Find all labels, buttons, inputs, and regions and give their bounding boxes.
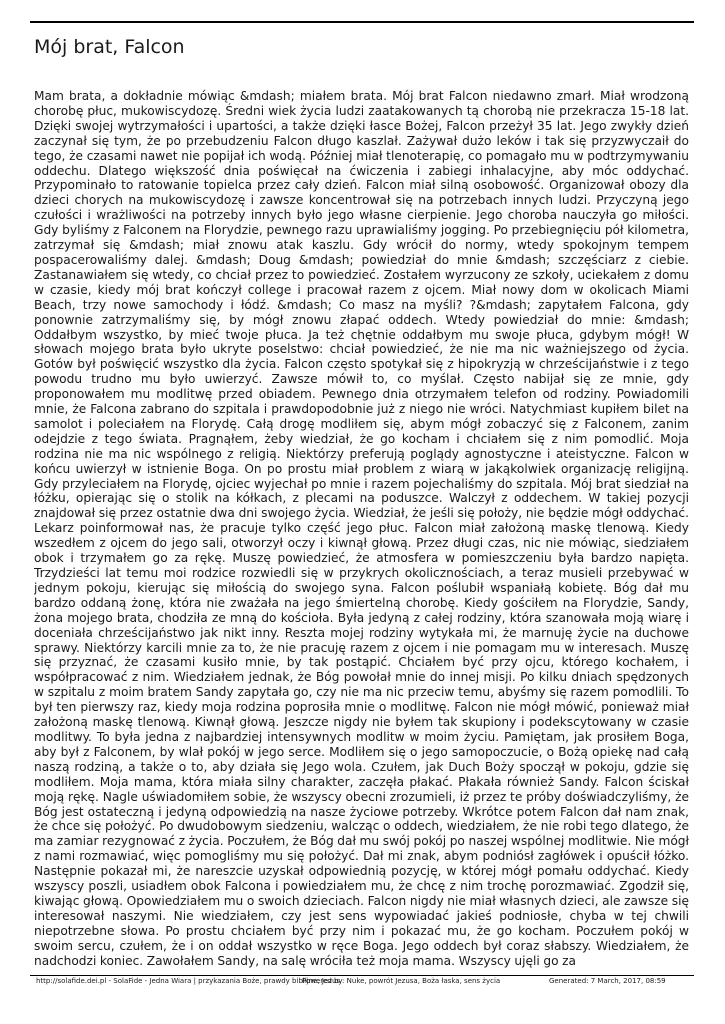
footer-rule — [30, 975, 694, 976]
header-rule — [30, 21, 694, 23]
footer-powered-by: Powered by: Nuke, powrót Jezusa, Boża łaska, sens życia — [302, 977, 501, 985]
footer-generated-date: Generated: 7 March, 2017, 08:59 — [549, 977, 666, 985]
article-title: Mój brat, Falcon — [34, 36, 185, 58]
article-body: Mam brata, a dokładnie mówiąc &mdash; miałem brata. Mój brat Falcon niedawno zmarł. Miał wrodzoną chorobę płuc, mukowiscydozę. Średni wiek życia ludzi zaatakowanych tą chorobą nie przekracza 15-18 lat. Dzięki swojej wytrzymałości i upartości, a także dzięki łasce Bożej, Falcon przeżył 35 lat. Jego zwykły dzień zaczynał się tym, że po przebudzeniu Falcon długo kaszlał. Zażywał dużo leków i tak się przyzwyczaił do tego, że czasami nawet nie popijał ich wodą. Później miał tlenoterapię, co pomagało mu w podtrzymywaniu oddechu. Dlatego większość dnia poświęcał na ćwiczenia i zabiegi inhalacyjne, aby móc oddychać. Przypominało to ratowanie topielca przez cały dzień. Falcon miał silną osobowość. Organizował obozy dla dzieci chorych na mukowiscydozę i zawsze koncentrował się na potrzebach innych ludzi. Przyczyną jego czułości i wrażliwości na potrzeby innych było jego własne cierpienie. Jego choroba nauczyła go miłości. Gdy byliśmy z Falconem na Florydzie, pewnego razu uprawialiśmy jogging. Po przebiegnięciu pół kilometra, zatrzymał się &mdash; miał znowu atak kaszlu. Gdy wrócił do normy, wtedy spokojnym tempem pospacerowaliśmy dalej. &mdash; Doug &mdash; powiedział do mnie &mdash; szczęściarz z ciebie. Zastanawiałem się wtedy, co chciał przez to powiedzieć. Zostałem wyrzucony ze szkoły, uciekałem z domu w czasie, kiedy mój brat kończył college i pracował razem z ojcem. Miał nowy dom w okolicach Miami Beach, trzy nowe samochody i łódź. &mdash; Co masz na myśli? ?&mdash; zapytałem Falcona, gdy ponownie zatrzymaliśmy się, by mógł znowu złapać oddech. Wtedy powiedział do mnie: &mdash; Oddałbym wszystko, by mieć twoje płuca. Ja też chętnie oddałbym mu swoje płuca, gdybym mógł! W słowach mojego brata było ukryte poselstwo: chciał powiedzieć, że nie ma nic ważniejszego od życia. Gotów był poświęcić wszystko dla życia. Falcon często spotykał się z hipokryzją w chrześcijaństwie i z tego powodu trudno mu było uwierzyć. Zawsze mówił to, co myślał. Często nabijał się ze mnie, gdy proponowałem mu modlitwę przed obiadem. Pewnego dnia otrzymałem telefon od rodziny. Powiadomili mnie, że Falcona zabrano do szpitala i prawdopodobnie już z niego nie wróci. Natychmiast kupiłem bilet na samolot i poleciałem na Florydę. Całą drogę modliłem się, abym mógł zobaczyć się z Falconem, zanim odejdzie z tego świata. Pragnąłem, żeby wiedział, że go kocham i chciałem się z nim pomodlić. Moja rodzina nie ma nic wspólnego z religią. Niektórzy preferują poglądy agnostyczne i ateistyczne. Falcon w końcu uwierzył w istnienie Boga. On po prostu miał problem z wiarą w jakąkolwiek organizację religijną. Gdy przyleciałem na Florydę, ojciec wyjechał po mnie i razem pojechaliśmy do szpitala. Mój brat siedział na łóżku, opierając się o stolik na kółkach, z plecami na poduszce. Walczył z oddechem. W takiej pozycji znajdował się przez ostatnie dwa dni swojego życia. Wiedział, że jeśli się położy, nie będzie mógł oddychać. Lekarz poinformował nas, że pracuje tylko część jego płuc. Falcon miał założoną maskę tlenową. Kiedy wszedłem z ojcem do jego sali, otworzył oczy i kiwnął głową. Przez długi czas, nic nie mówiąc, siedziałem obok i trzymałem go za rękę. Muszę powiedzieć, że atmosfera w pomieszczeniu była bardzo napięta. Trzydzieści lat temu moi rodzice rozwiedli się w przykrych okolicznościach, a teraz musieli przebywać w jednym pokoju, kierując się miłością do swojego syna. Falcon poślubił wspaniałą kobietę. Bóg dał mu bardzo oddaną żonę, która nie zważała na jego śmiertelną chorobę. Kiedy gościłem na Florydzie, Sandy, żona mojego brata, chodziła ze mną do kościoła. Była jedyną z całej rodziny, która szanowała moją wiarę i doceniała chrześcijaństwo jak nikt inny. Reszta mojej rodziny wytykała mi, że marnuję życie na duchowe sprawy. Niektórzy karcili mnie za to, że nie pracuję razem z ojcem i nie pomagam mu w interesach. Muszę się przyznać, że czasami kusiło mnie, by tak postąpić. Chciałem być przy ojcu, którego kochałem, i współpracować z nim. Wiedziałem jednak, że Bóg powołał mnie do innej misji. Po kilku dniach spędzonych w szpitalu z moim bratem Sandy zapytała go, czy nie ma nic przeciw temu, abyśmy się razem pomodlili. To był ten pierwszy raz, kiedy moja rodzina poprosiła mnie o modlitwę. Falcon nie mógł mówić, ponieważ miał założoną maskę tlenową. Kiwnął głową. Jeszcze nigdy nie byłem tak skupiony i podekscytowany w czasie modlitwy. To była jedna z najbardziej intensywnych modlitw w moim życiu. Pamiętam, jak prosiłem Boga, aby był z Falconem, by wlał pokój w jego serce. Modliłem się o jego samopoczucie, o Bożą opiekę nad całą naszą rodziną, a także o to, aby działa się Jego wola. Czułem, jak Duch Boży spoczął w pokoju, gdzie się modliłem. Moja mama, która miała silny charakter, zaczęła płakać. Płakała również Sandy. Falcon ściskał moją rękę. Nagle uświadomiłem sobie, że wszyscy obecni zrozumieli, iż przez te próby doświadczyliśmy, że Bóg jest ostateczną i jedyną odpowiedzią na nasze życiowe potrzeby. Wkrótce potem Falcon dał nam znak, że chce się położyć. Po dwudobowym siedzeniu, walcząc o oddech, wiedziałem, że nie robi tego dlatego, że ma zamiar rezygnować z życia. Poczułem, że Bóg dał mu swój pokój po naszej wspólnej modlitwie. Nie mógł z nami rozmawiać, więc pomogliśmy mu się położyć. Dał mi znak, abym podniósł zagłówek i opuścił łóżko. Następnie pokazał mi, że nareszcie uzyskał odpowiednią pozycję, w której mógł pomału oddychać. Kiedy wszyscy poszli, usiadłem obok Falcona i powiedziałem mu, że chcę z nim trochę porozmawiać. Zgodził się, kiwając głową. Opowiedziałem mu o swoich dzieciach. Falcon nigdy nie miał własnych dzieci, ale zawsze się interesował naszymi. Nie wiedziałem, czy jest sens wypowiadać jakieś podniosłe, chyba w tej chwili niepotrzebne słowa. Po prostu chciałem być przy nim i pokazać mu, że go kocham. Poczułem pokój w swoim sercu, czułem, że i on oddał wszystko w ręce Boga. Jego oddech był coraz słabszy. Wiedziałem, że nadchodzi koniec. Zawołałem Sandy, na salę wróciła też moja mama. Wszyscy ujęli go za — [34, 89, 689, 968]
footer-source-url[interactable]: http://solafide.dei.pl - SolaFide - Jedna Wiara | przykazania Boże, prawdy biblijne, Jezus — [36, 977, 341, 985]
